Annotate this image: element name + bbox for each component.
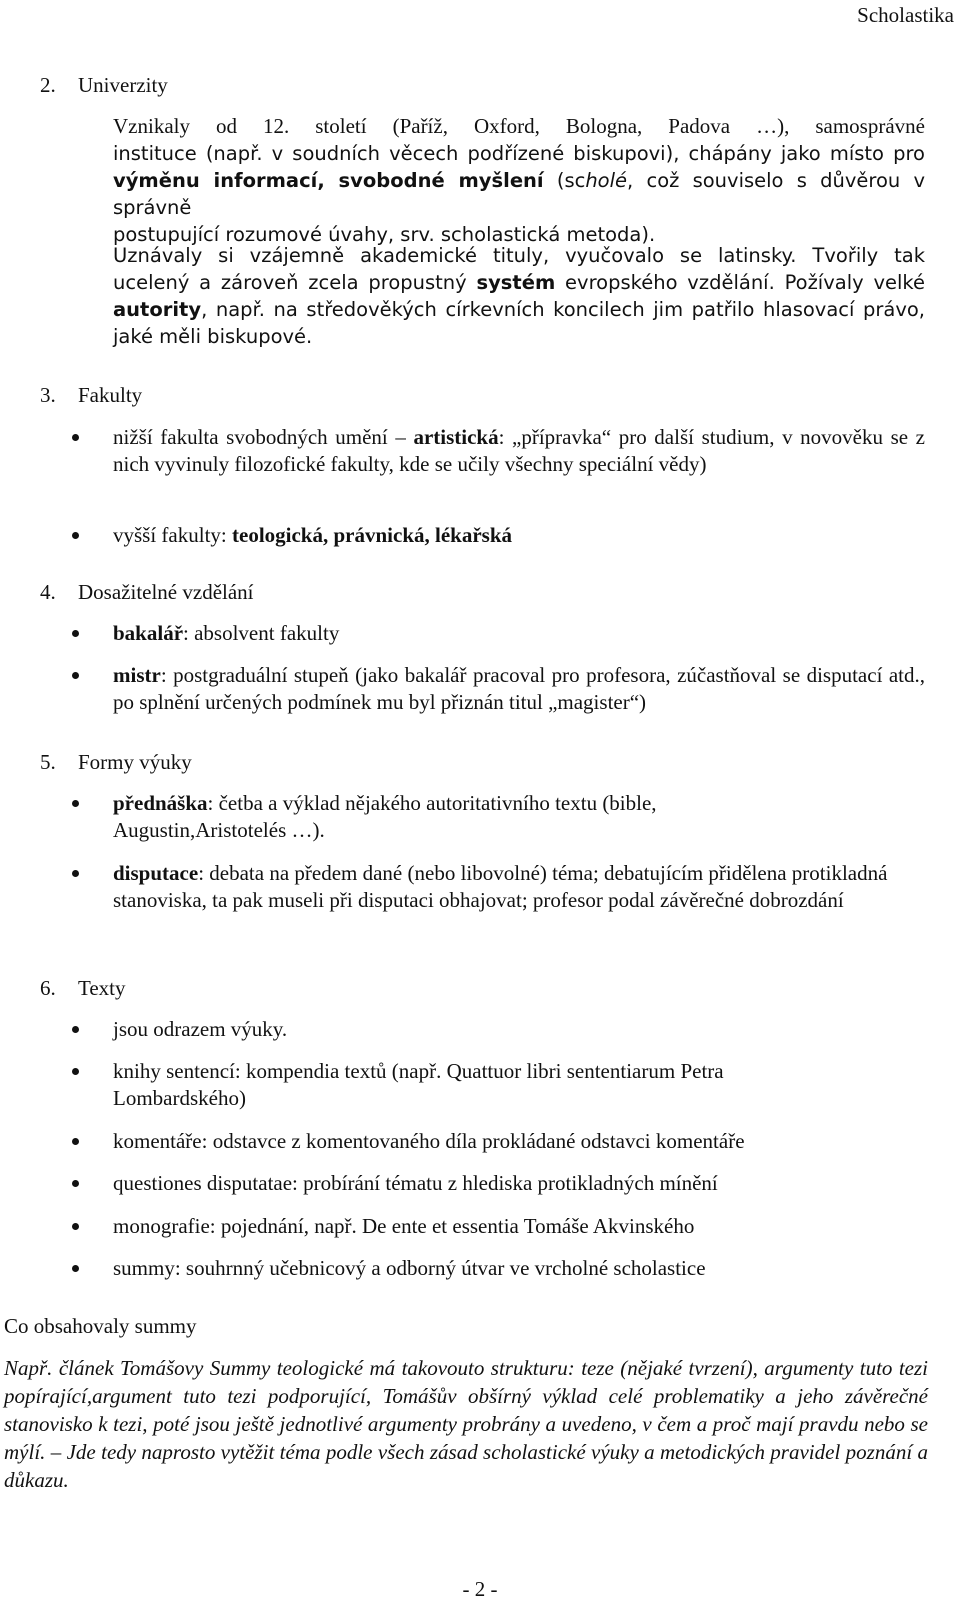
page-number: - 2 - [462,1577,498,1601]
section-number: 6. [40,976,56,1000]
section-title: Univerzity [78,73,168,97]
list-item [113,860,913,914]
section-heading-teaching [40,749,192,776]
bold-term: výměnu informací, svobodné myšlení [113,169,544,192]
text-run: ucelený a zároveň zcela propustný [113,271,477,294]
bullet-icon [72,870,79,877]
list-item [113,1213,925,1240]
bullet-icon [72,1180,79,1187]
text-line: Uznávaly si vzájemně akademické tituly, vyučovalo se latinsky. Tvořily tak [113,244,925,267]
list-item [113,1016,925,1043]
text-run: : absolvent fakulty [183,621,340,645]
text-run: knihy sentencí: kompendia textů (např. Quattuor libri sententiarum Petra Lombardského) [113,1059,724,1110]
text-line [113,269,925,296]
list-item [113,1255,925,1282]
text-line [113,296,925,323]
text-run: : „přípravka“ pro další studium, v novověku se z nich vyvinuly filozofické fakulty, kde se učily všechny speciální vědy) [113,425,926,476]
section-heading-degrees [40,579,254,606]
text-run: komentáře: odstavce z komentovaného díla prokládané odstavci komentáře [113,1129,745,1153]
section-number: 2. [40,73,56,97]
text-run: jsou odrazem výuky. [113,1017,288,1041]
bullet-icon [72,672,79,679]
text-run: summy: souhrnný učebnicový a odborný útvar ve vrcholné scholastice [113,1256,706,1280]
text-run: , což souviselo s důvěrou v správně [113,169,926,219]
bold-term: disputace [113,861,199,885]
text-run: vyšší fakulty: [113,523,232,547]
section-title: Dosažitelné vzdělání [78,580,254,604]
bold-term: přednáška [113,791,208,815]
text-run: : četba a výklad nějakého autoritativního textu (bible, Augustin,Aristotelés …). [113,791,657,842]
text-run: evropského vzdělání. Požívaly velké [555,271,925,294]
bullet-icon [72,800,79,807]
section-title: Formy výuky [78,750,192,774]
text-run: : debata na předem dané (nebo libovolné) téma; debatujícím přidělena protikladná stanoviska, ta pak museli při disputaci obhajovat; profesor podal závěrečné dobrozdání [113,861,888,912]
list-item [113,424,925,478]
bullet-icon [72,532,79,539]
text-line: instituce (např. v soudních věcech podřízené biskupovi), chápány jako místo pro [113,142,925,165]
bullet-icon [72,1068,79,1075]
section-number: 5. [40,750,56,774]
universities-paragraph-1 [113,113,925,248]
text-line: Vznikaly od 12. století (Paříž, Oxford, Bologna, Padova …), samosprávné [113,114,925,138]
list-item [113,662,925,716]
section-title: Fakulty [78,383,143,407]
section-number: 4. [40,580,56,604]
text-line: postupující rozumové úvahy, srv. scholastická metoda). [113,223,656,246]
bullet-icon [72,1138,79,1145]
text-line [113,167,925,221]
running-header: Scholastika [857,3,954,27]
section-heading-faculties [40,382,142,409]
list-item [113,522,925,549]
section-title: Texty [78,976,126,1000]
text-run: monografie: pojednání, např. De ente et essentia Tomáše Akvinského [113,1214,695,1238]
italic-term: holé [585,169,628,192]
bold-term: teologická, právnická, lékařská [232,523,513,547]
bold-term: systém [476,271,556,294]
bullet-icon [72,630,79,637]
section-heading-texts [40,975,126,1002]
text-run: : postgraduální stupeň (jako bakalář pracoval pro profesora, zúčastňoval se disputací atd., po splnění určených podmínek mu byl přiznán titul „magister“) [113,663,925,714]
text-run: questiones disputatae: probírání tématu z hlediska protikladných mínění [113,1171,718,1195]
text-line: jaké měli biskupové. [113,325,313,348]
section-heading-universities [40,72,168,99]
bullet-icon [72,434,79,441]
bullet-icon [72,1265,79,1272]
bold-term: bakalář [113,621,184,645]
text-run: , např. na středověkých církevních koncilech jim patřilo hlasovací právo, [201,298,925,321]
universities-paragraph-2 [113,242,925,350]
list-item [113,1128,925,1155]
text-run: (sc [543,169,586,192]
text-run: nižší fakulta svobodných umění – [113,425,414,449]
bold-term: mistr [113,663,161,687]
bullet-icon [72,1026,79,1033]
summa-heading: Co obsahovaly summy [4,1314,197,1338]
bold-term: autority [113,298,202,321]
section-number: 3. [40,383,56,407]
list-item [113,1170,925,1197]
list-item [113,620,925,647]
summa-paragraph: Např. článek Tomášovy Summy teologické má takovouto strukturu: teze (nějaké tvrzení), argumenty tuto tezi popírající,argument tuto tezi podporující, Tomášův obšírný výklad celé problematiky a jeho závěrečné stanovisko k tezi, poté jsou ještě jednotlivé argumenty probrány a uvedeno, v čem a proč mají pravdu nebo se mýlí. – Jde tedy naprosto vytěžit téma podle všech zásad scholastické výuky a metodických pravidel poznání a důkazu. [4,1356,928,1492]
bullet-icon [72,1223,79,1230]
list-item [113,1058,853,1112]
bold-term: artistická [413,425,499,449]
list-item [113,790,773,844]
